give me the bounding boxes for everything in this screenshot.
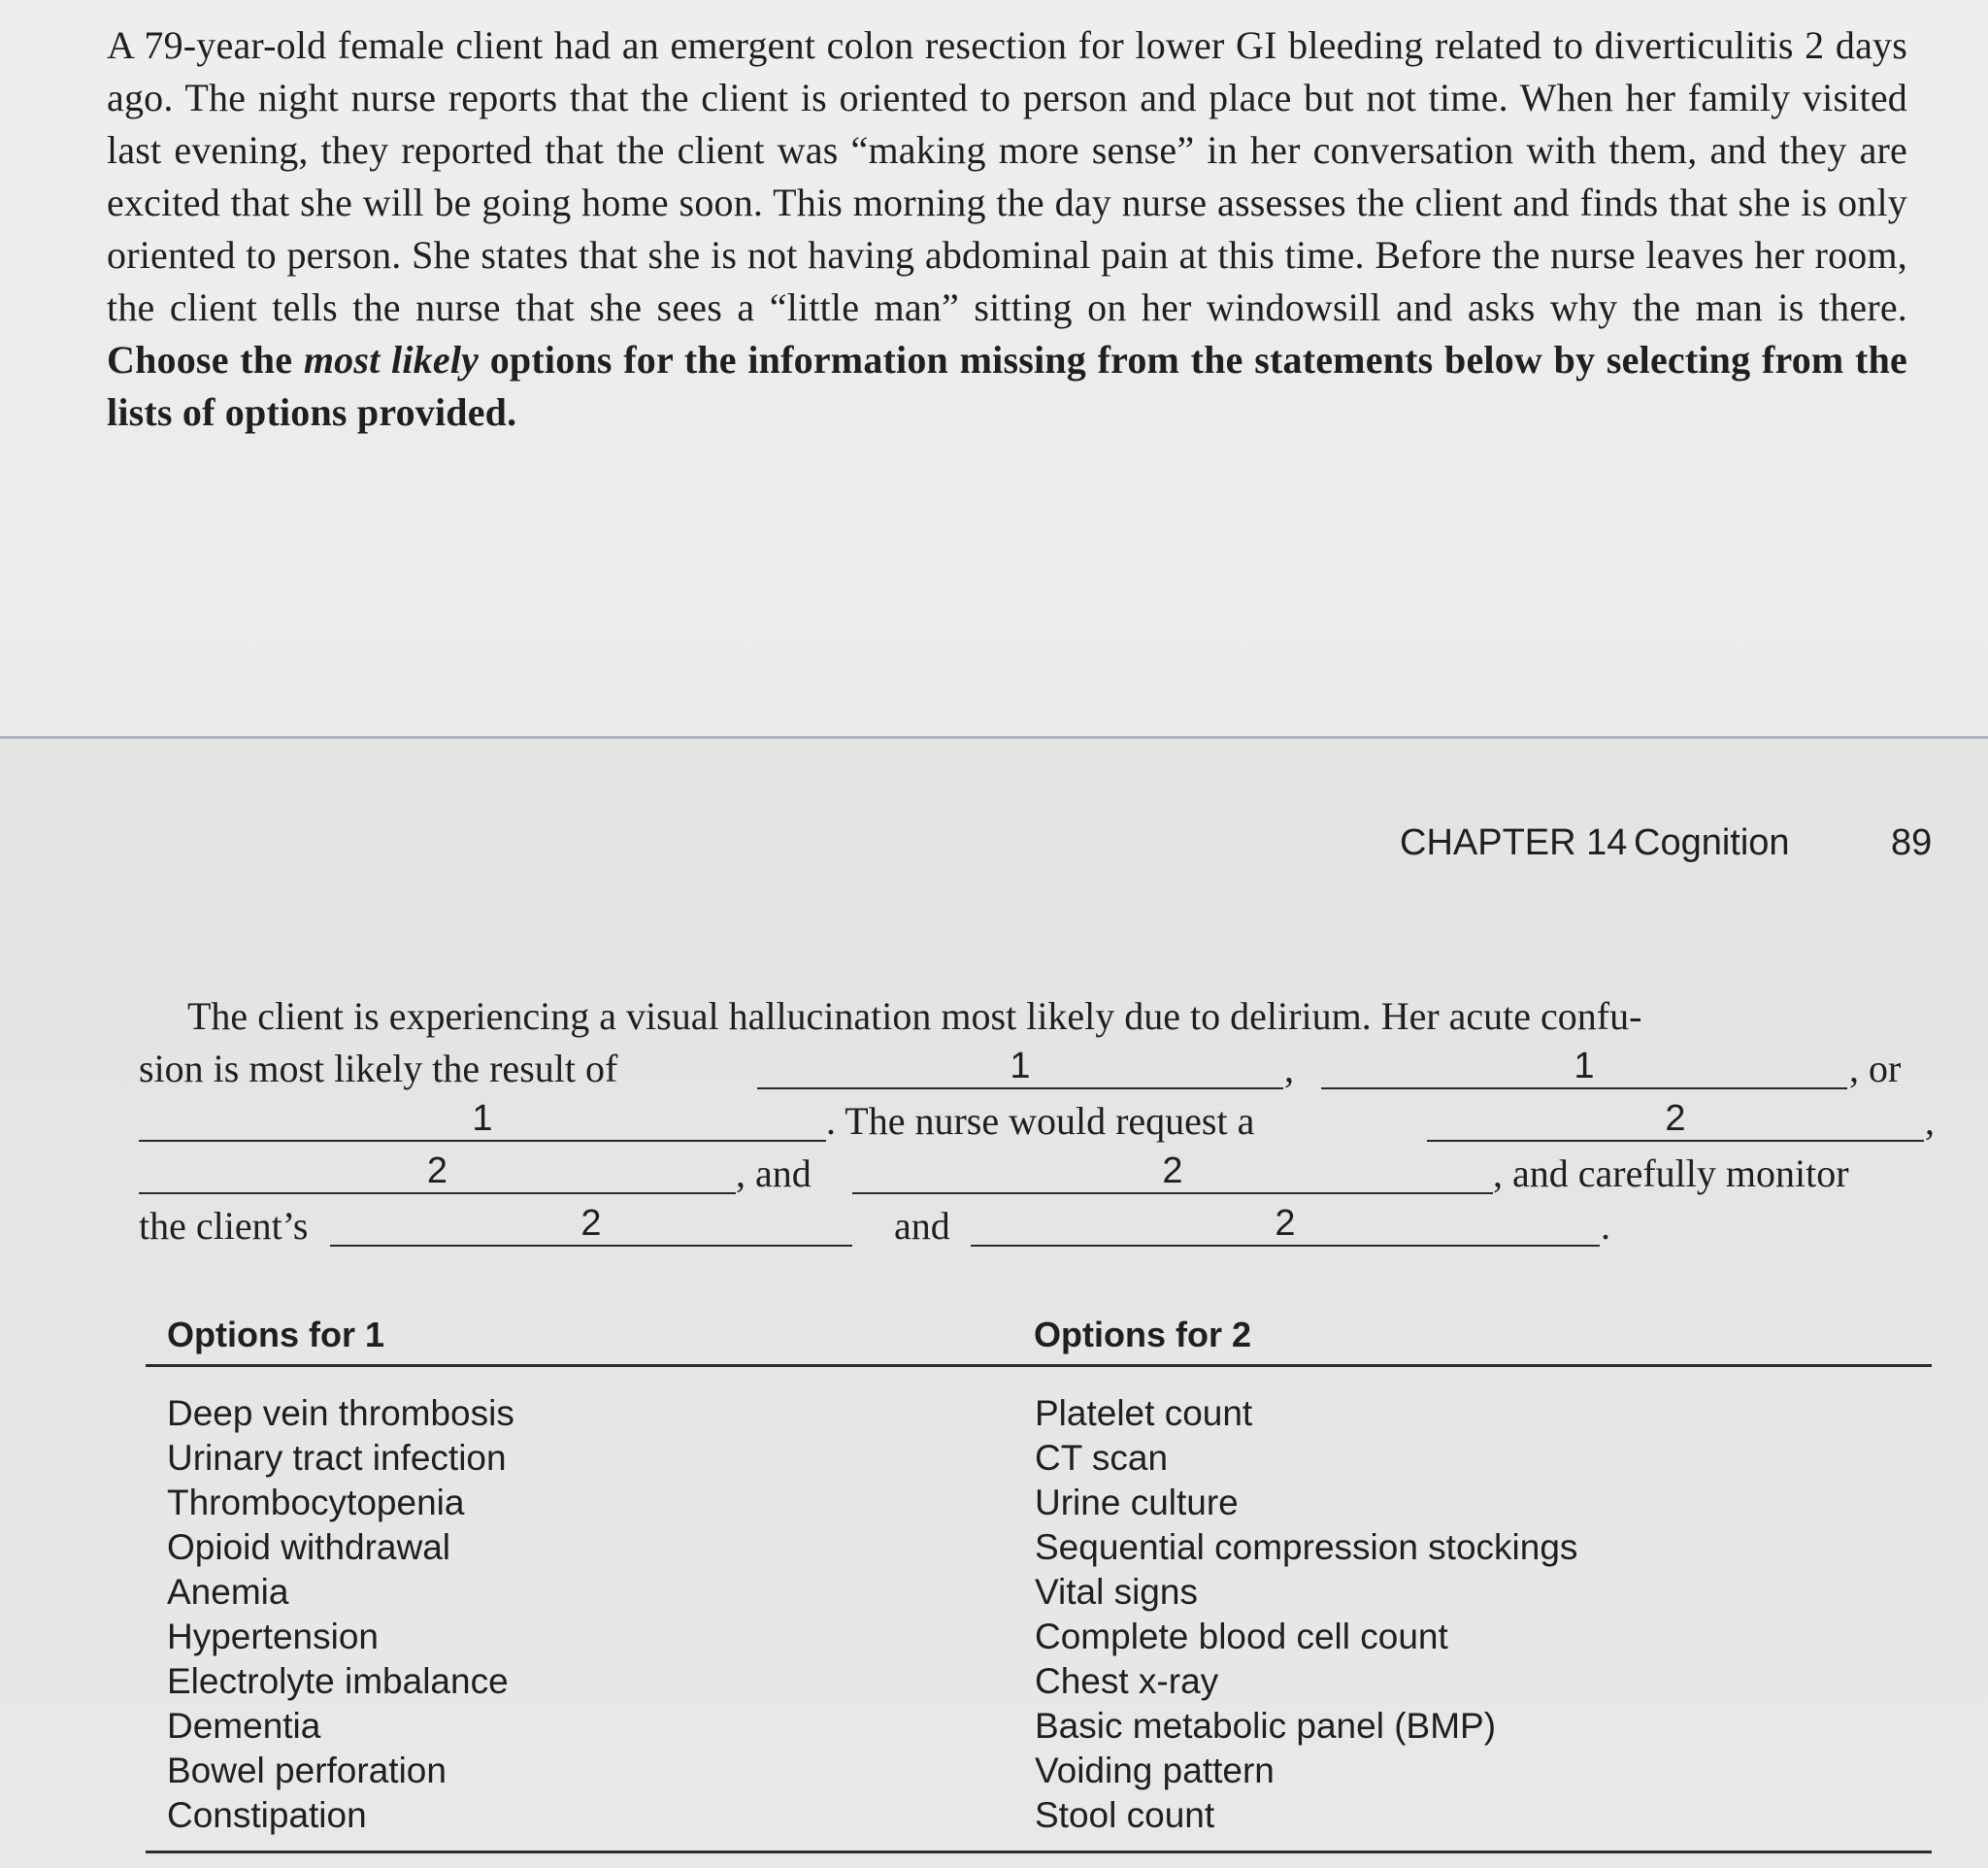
cloze-statement bbox=[139, 990, 1935, 1252]
options-header bbox=[146, 1306, 1932, 1367]
option-1-item[interactable]: Electrolyte imbalance bbox=[167, 1661, 509, 1701]
option-1-item[interactable]: Anemia bbox=[167, 1572, 289, 1612]
stem-instruction: Choose the most likely options for the information missing from the statements below by selecting from the lists of options provided. bbox=[107, 338, 1907, 434]
question-stem bbox=[107, 19, 1907, 439]
option-2-item[interactable]: Basic metabolic panel (BMP) bbox=[1035, 1706, 1497, 1746]
option-1-item[interactable]: Opioid withdrawal bbox=[167, 1527, 451, 1567]
option-2-item[interactable]: Vital signs bbox=[1035, 1572, 1198, 1612]
option-1-item[interactable]: Hypertension bbox=[167, 1617, 380, 1656]
stem-text: A 79-year-old female client had an emergent colon resection for lower GI bleeding related to diverticulitis 2 days ago. The night nurse reports that the client is oriented to person and place but not time. When her family visited last evening, they reported that the client was “making more sense” in her conversation with them, and they are excited that she will be going home soon. This morning the day nurse assesses the client and finds that she is only oriented to person. She states that she is not having abdominal pain at this time. Before the nurse leaves her room, the client tells the nurse that she sees a “little man” sitting on her windowsill and asks why the man is there. bbox=[107, 23, 1907, 329]
option-2-item[interactable]: Stool count bbox=[1035, 1795, 1215, 1835]
option-1-item[interactable]: Thrombocytopenia bbox=[167, 1483, 465, 1522]
option-1-item[interactable]: Constipation bbox=[167, 1795, 367, 1835]
cloze-line-4: 2 , and 2 , and carefully monitor bbox=[139, 1148, 1930, 1200]
option-1-item[interactable]: Deep vein thrombosis bbox=[167, 1393, 514, 1433]
cloze-line-3: 1 . The nurse would request a 2 , bbox=[139, 1095, 1930, 1148]
blank-2e[interactable]: 2 bbox=[971, 1245, 1600, 1247]
running-head bbox=[1398, 816, 1932, 870]
option-1-item[interactable]: Urinary tract infection bbox=[167, 1438, 507, 1478]
blank-2d[interactable]: 2 bbox=[330, 1245, 852, 1247]
chapter-label: CHAPTER 14 bbox=[1400, 822, 1628, 863]
cloze-line-5: the client’s 2 and 2 . bbox=[139, 1203, 1610, 1248]
blank-2c[interactable]: 2 bbox=[852, 1192, 1493, 1194]
option-2-item[interactable]: Platelet count bbox=[1035, 1393, 1253, 1433]
options-2-list bbox=[1035, 1391, 1577, 1838]
option-2-item[interactable]: Sequential compression stockings bbox=[1035, 1527, 1578, 1567]
blank-2b[interactable]: 2 bbox=[139, 1192, 736, 1194]
option-1-item[interactable]: Bowel perforation bbox=[167, 1751, 447, 1790]
options-1-heading: Options for 1 bbox=[167, 1315, 384, 1354]
option-2-item[interactable]: Complete blood cell count bbox=[1035, 1617, 1448, 1656]
option-2-item[interactable]: CT scan bbox=[1035, 1438, 1169, 1478]
page-number: 89 bbox=[1891, 822, 1933, 863]
options-1-list bbox=[167, 1391, 514, 1838]
cloze-line-2: sion is most likely the result of 1 , 1 , or bbox=[139, 1046, 1902, 1090]
blank-1b[interactable]: 1 bbox=[1321, 1087, 1847, 1089]
options-2-heading: Options for 2 bbox=[1034, 1315, 1251, 1354]
cloze-line-1: The client is experiencing a visual hallucination most likely due to delirium. Her acute confu- bbox=[187, 994, 1642, 1038]
blank-2a[interactable]: 2 bbox=[1427, 1140, 1924, 1142]
blank-1a[interactable]: 1 bbox=[757, 1087, 1283, 1089]
chapter-title: Cognition bbox=[1634, 822, 1790, 863]
options-bottom-rule bbox=[146, 1851, 1932, 1853]
option-2-item[interactable]: Urine culture bbox=[1035, 1483, 1239, 1522]
option-2-item[interactable]: Voiding pattern bbox=[1035, 1751, 1275, 1790]
option-1-item[interactable]: Dementia bbox=[167, 1706, 321, 1746]
blank-1c[interactable]: 1 bbox=[139, 1140, 826, 1142]
option-2-item[interactable]: Chest x-ray bbox=[1035, 1661, 1219, 1701]
page-divider bbox=[0, 736, 1988, 739]
